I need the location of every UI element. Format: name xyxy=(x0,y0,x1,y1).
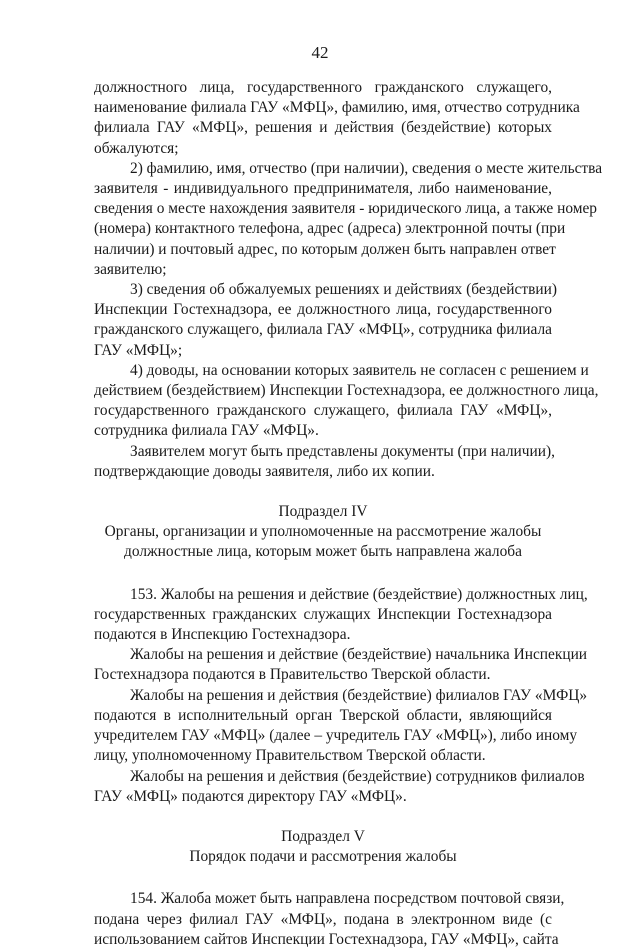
text-line: заявителя - индивидуального предпринимателя, либо наименование, xyxy=(94,180,552,198)
text-line: должностного лица, государственного гражданского служащего, xyxy=(94,79,552,96)
text-line: Инспекции Гостехнадзора, ее должностного лица, государственного xyxy=(94,301,552,319)
text-line: 154. Жалоба может быть направлена посредством почтовой связи, xyxy=(130,890,565,908)
paragraph-head-complaints xyxy=(94,645,588,685)
text-line: 3) сведения об обжалуемых решениях и действиях (бездействии) xyxy=(130,281,557,299)
paragraph-item-3 xyxy=(94,280,557,361)
text-line: использованием сайтов Инспекции Гостехнадзора, ГАУ «МФЦ», сайта xyxy=(94,930,559,948)
paragraph-documents xyxy=(94,442,555,482)
subsection-subtitle: Порядок подачи и рассмотрения жалобы xyxy=(189,848,457,866)
text-line: учредителем ГАУ «МФЦ» (далее – учредитель ГАУ «МФЦ»), либо иному xyxy=(94,727,578,745)
text-line: лицу, уполномоченному Правительством Тверской области. xyxy=(94,747,486,765)
text-line: ГАУ «МФЦ»; xyxy=(94,341,183,359)
text-line: обжалуются; xyxy=(94,139,179,157)
text-line: Жалобы на решения и действие (бездействие) начальника Инспекции xyxy=(130,646,588,664)
paragraph-staff-complaints xyxy=(94,767,585,807)
text-line: наименование филиала ГАУ «МФЦ», фамилию, имя, отчество сотрудника xyxy=(94,99,580,117)
text-line: Жалобы на решения и действия (бездействие) филиалов ГАУ «МФЦ» xyxy=(130,686,588,704)
text-line: гражданского служащего, филиала ГАУ «МФЦ», сотрудника филиала xyxy=(94,321,552,339)
text-line: Гостехнадзора подаются в Правительство Тверской области. xyxy=(94,666,491,684)
paragraph-154 xyxy=(94,889,565,950)
text-line: 2) фамилию, имя, отчество (при наличии), сведения о месте жительства xyxy=(130,159,603,177)
text-line: сведения о месте нахождения заявителя - юридического лица, а также номер xyxy=(94,200,597,218)
text-line: подана через филиал ГАУ «МФЦ», подана в электронном виде (с xyxy=(94,910,552,928)
text-line: государственного гражданского служащего, филиала ГАУ «МФЦ», xyxy=(94,402,552,420)
paragraph-continuation xyxy=(94,78,580,159)
subsection-title: Подраздел V xyxy=(281,827,365,845)
subsection-title: Подраздел IV xyxy=(278,503,368,521)
text-line: Заявителем могут быть представлены документы (при наличии), xyxy=(130,442,555,460)
subsection-subtitle: Органы, организации и уполномоченные на рассмотрение жалобы xyxy=(104,523,542,541)
text-line: заявителю; xyxy=(94,260,167,278)
paragraph-153 xyxy=(94,585,588,646)
text-line: Жалобы на решения и действия (бездействие) сотрудников филиалов xyxy=(130,767,585,785)
text-line: действием (бездействием) Инспекции Гостехнадзора, ее должностного лица, xyxy=(94,382,599,400)
text-line: сотрудника филиала ГАУ «МФЦ». xyxy=(94,422,319,440)
page-number: 42 xyxy=(311,43,329,62)
text-line: подаются в исполнительный орган Тверской области, являющийся xyxy=(94,706,552,724)
text-line: подаются в Инспекцию Гостехнадзора. xyxy=(94,626,351,644)
text-line: (номера) контактного телефона, адрес (адреса) электронной почты (при xyxy=(94,220,566,238)
paragraph-item-2 xyxy=(94,159,603,280)
text-line: филиала ГАУ «МФЦ», решения и действия (бездействие) которых xyxy=(94,119,552,137)
text-line: 4) доводы, на основании которых заявитель не согласен с решением и xyxy=(130,361,589,379)
subsection-subtitle: должностные лица, которым может быть направлена жалоба xyxy=(124,543,522,561)
text-line: 153. Жалобы на решения и действие (бездействие) должностных лиц, xyxy=(130,585,588,603)
text-line: подтверждающие доводы заявителя, либо их копии. xyxy=(94,462,435,480)
document-body xyxy=(94,78,603,950)
text-line: ГАУ «МФЦ» подаются директору ГАУ «МФЦ». xyxy=(94,787,407,805)
text-line: наличии) и почтовый адрес, по которым должен быть направлен ответ xyxy=(94,240,556,258)
text-line: государственных гражданских служащих Инспекции Гостехнадзора xyxy=(94,605,552,623)
paragraph-branch-complaints xyxy=(94,686,588,767)
paragraph-item-4 xyxy=(94,361,599,442)
